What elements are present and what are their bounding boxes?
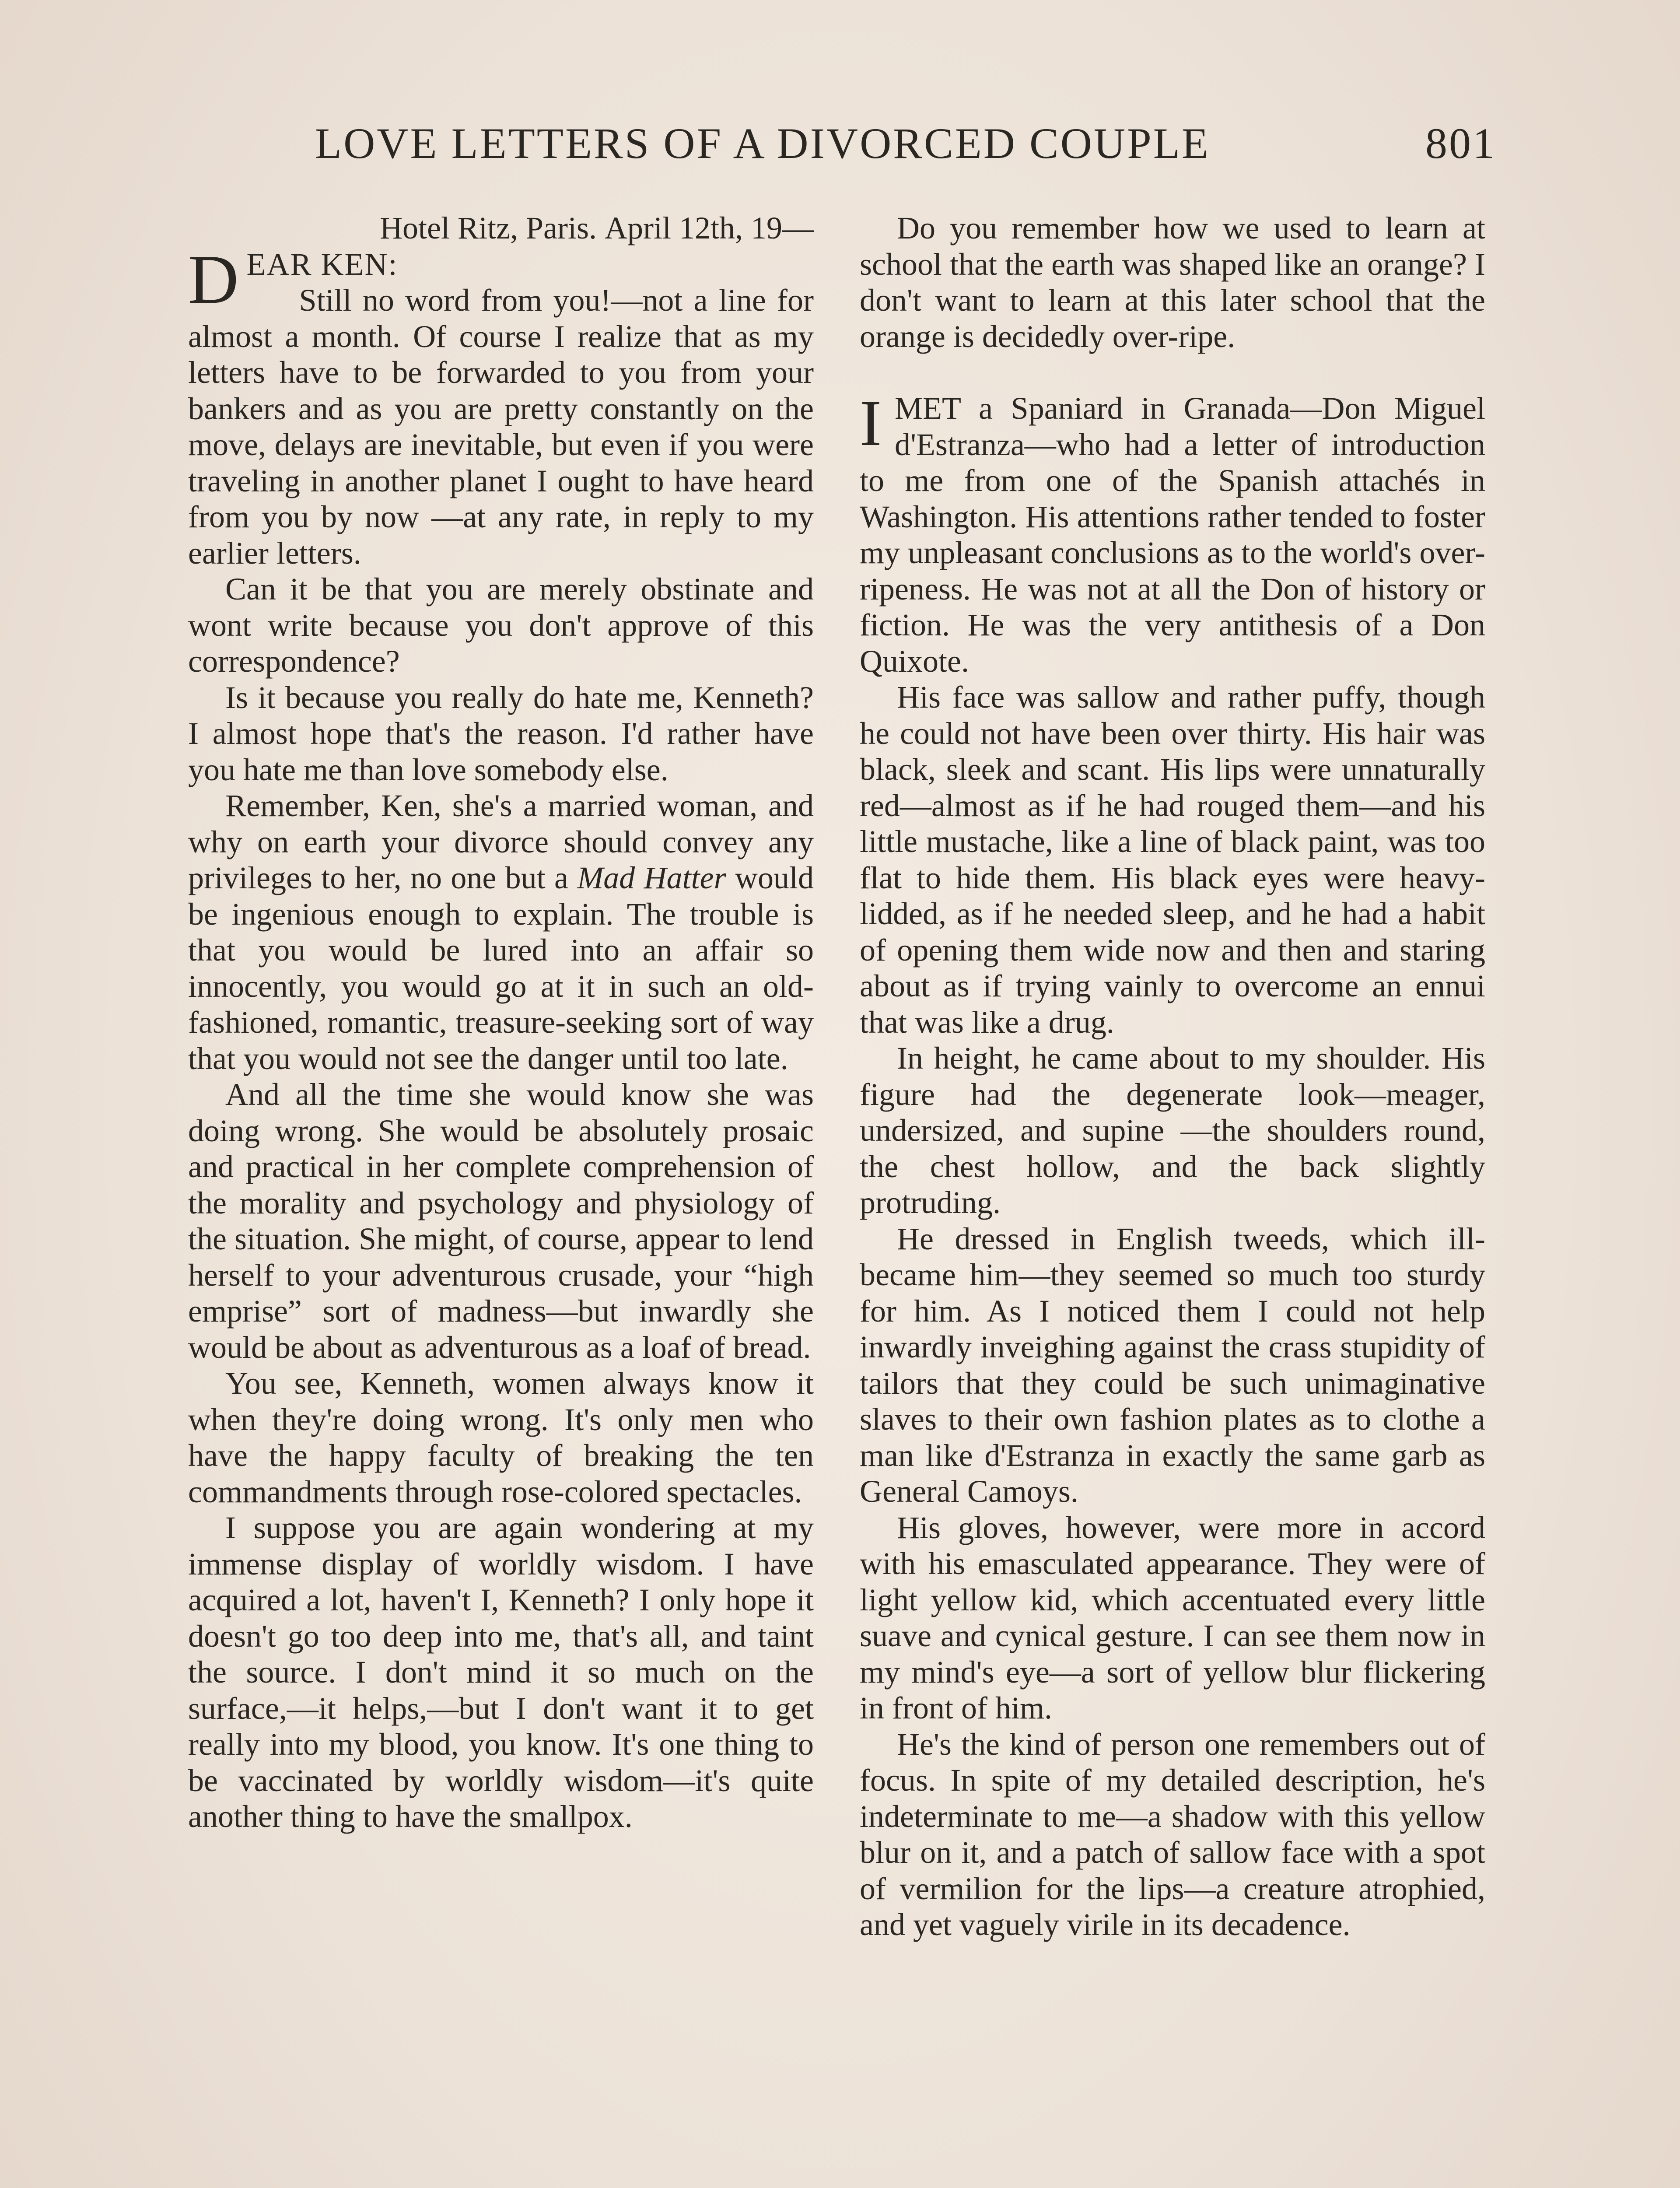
dateline-place: Hotel Ritz, Paris.: [380, 210, 597, 245]
drop-cap-i: I: [860, 387, 882, 459]
paragraph-11: In height, he came about to my shoulder. His figure had the degenerate look—meager, undersized, and supine —the shoulders round, the chest hollow, and the back slightly protruding.: [860, 1041, 1485, 1220]
paragraph-1: Still no word from you!—not a line for almost a month. Of course I realize that as my letters have to be forwarded to you from your bankers and as you are pretty constantly on the move, delays are inevitable, but even if you were traveling in another planet I ought to have heard from you by now —at any rate, in reply to my earlier letters.: [188, 283, 814, 571]
paragraph-3: Is it because you really do hate me, Kenneth? I almost hope that's the reason. I'd rather have you hate me than love somebody else.: [188, 680, 814, 787]
paragraph-4: [188, 788, 814, 1076]
section-break: [860, 354, 1485, 390]
paragraph-6: You see, Kenneth, women always know it when they're doing wrong. It's only men who have the happy faculty of breaking the ten commandments through rose-colored spectacles.: [188, 1366, 814, 1509]
paragraph-14: He's the kind of person one remembers out of focus. In spite of my detailed description, he's indeterminate to me—a shadow with this yellow blur on it, and a patch of sallow face with a spot of vermilion for the lips—a creature atrophied, and yet vaguely virile in its decadence.: [860, 1726, 1485, 1942]
paragraph-12: He dressed in English tweeds, which ill-became him—they seemed so much too sturdy for him. As I noticed them I could not help inwardly inveighing against the crass stupidity of tailors that they could be such unimaginative slaves to their own fashion plates as to clothe a man like d'Estranza in exactly the same garb as General Camoys.: [860, 1221, 1485, 1509]
paragraph-7: I suppose you are again wondering at my immense display of worldly wisdom. I have acquired a lot, haven't I, Kenneth? I only hope it doesn't go too deep into me, that's all, and taint the source. I don't mind it so much on the surface,—it helps,—but I don't want it to get really into my blood, you know. It's one thing to be vaccinated by worldly wisdom—it's quite another thing to have the smallpox.: [188, 1510, 814, 1834]
dateline-date: April 12th, 19—: [605, 210, 814, 245]
running-header: [315, 118, 1496, 184]
salutation: [188, 240, 814, 318]
paragraph-9-text: MET a Spaniard in Granada—Don Miguel d'Estranza—who had a letter of introduction to me from one of the Spanish attachés in Washington. His attentions rather tended to foster my unpleasant conclusions as to the world's over-ripeness. He was not at all the Don of history or fiction. He was the very antithesis of a Don Quixote.: [860, 391, 1485, 679]
drop-cap-d: D: [188, 240, 239, 318]
paragraph-5: And all the time she would know she was doing wrong. She would be absolutely prosaic and practical in her complete comprehension of the morality and psychology and physiology of the situation. She might, of course, appear to lend herself to your adventurous crusade, your “high emprise” sort of madness—but inwardly she would be about as adventurous as a loaf of bread.: [188, 1077, 814, 1365]
left-column: [188, 210, 814, 1835]
paragraph-10: His face was sallow and rather puffy, though he could not have been over thirty. His hair was black, sleek and scant. His lips were unnaturally red—almost as if he had rouged them—and his little mustache, like a line of black paint, was too flat to hide them. His black eyes were heavy-lidded, as if he needed sleep, and he had a habit of opening them wide now and then and staring about as if trying vainly to overcome an ennui that was like a drug.: [860, 680, 1485, 1040]
right-column: [860, 210, 1485, 1943]
paragraph-2: Can it be that you are merely obstinate and wont write because you don't approve of this correspondence?: [188, 572, 814, 679]
paragraph-4-part-a: Remember, Ken, she's a married woman, and why on earth your divorce should convey any privileges to her, no one but a: [188, 788, 814, 895]
dateline: [188, 210, 814, 246]
page-number: 801: [1425, 119, 1496, 168]
running-title: LOVE LETTERS OF A DIVORCED COUPLE: [315, 119, 1210, 168]
paragraph-9: [860, 387, 1485, 679]
paragraph-13: His gloves, however, were more in accord with his emasculated appearance. They were of light yellow kid, which accentuated every little suave and cynical gesture. I can see them now in my mind's eye—a sort of yellow blur flickering in front of him.: [860, 1510, 1485, 1725]
mad-hatter-italic: Mad Hatter: [577, 860, 726, 895]
paragraph-8: Do you remember how we used to learn at school that the earth was shaped like an orange? I don't want to learn at this later school that the orange is decidedly over-ripe.: [860, 210, 1485, 354]
salutation-text: EAR KEN:: [246, 246, 398, 282]
paragraph-4-part-b: would be ingenious enough to explain. The trouble is that you would be lured into an affair so innocently, you would go at it in such an old-fashioned, romantic, treasure-seeking sort of way that you would not see the danger until too late.: [188, 860, 814, 1076]
